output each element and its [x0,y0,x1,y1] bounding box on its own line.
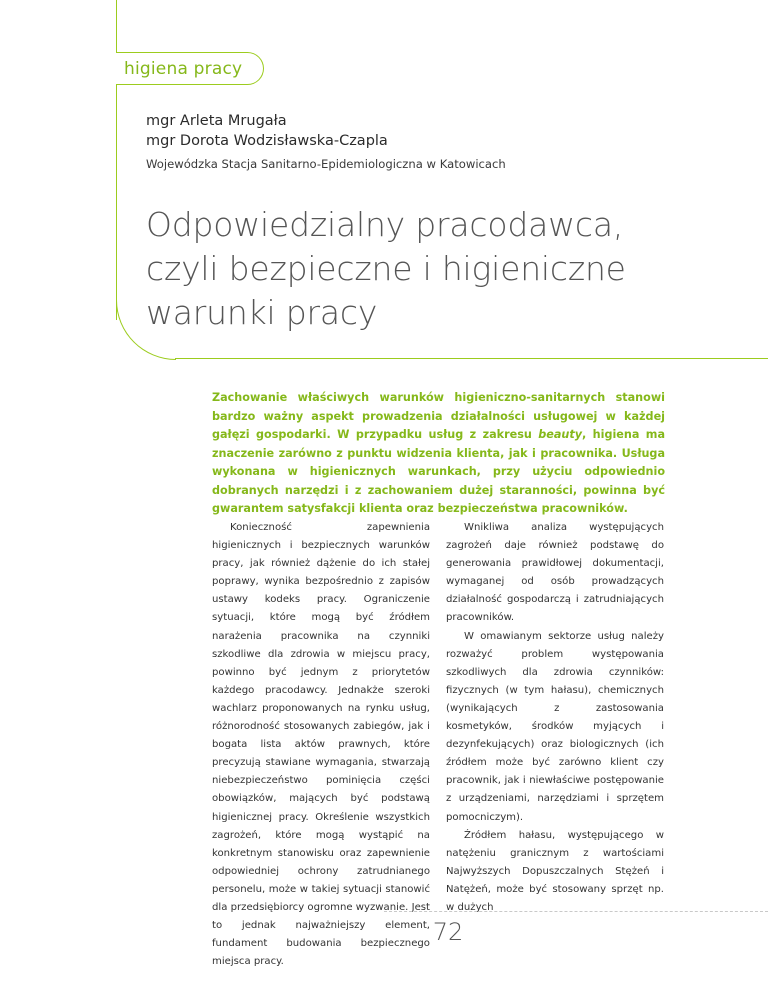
frame-line-vertical [116,0,117,320]
authors-block [146,111,666,171]
body-paragraph: W omawianym sektorze usług należy rozważyć problem występowania szkodliwych dla zdrowia czynników: fizycznych (w tym hałasu), chemicznych (wynikających z zastosowania kosmetyków, środków myjących i dezynfekujących) oraz biologicznych (ich źródłem może być zarówno klient czy pracownik, jak i niewłaściwe postępowanie z urządzeniami, narzędziami i sprzętem pomocniczym). [446,630,664,823]
body-paragraph: Wnikliwa analiza występujących zagrożeń daje również podstawę do generowania prawidłowej dokumentacji, wymaganej od osób prowadzących działalność gospodarczą i zatrudniających pracowników. [446,522,664,624]
body-column-left [212,519,430,971]
author-name: mgr Dorota Wodzisławska-Czapla [146,133,388,149]
body-paragraph: Konieczność zapewnienia higienicznych i bezpiecznych warunków pracy, jak również dążenie do ich stałej poprawy, wynika bezpośrednio z zapisów ustawy kodeks pracy. Ograniczenie sytuacji, które mogą być źródłem narażenia pracownika na czynniki szkodliwe dla zdrowia w miejscu pracy, powinno być jednym z priorytetów każdego pracodawcy. Jednakże szeroki wachlarz proponowanych na rynku usług, różnorodność stosowanych zabiegów, jak i bogata lista aktów prawnych, które precyzują stawiane wymagania, stwarzają niebezpieczeństwo pominięcia części obowiązków, mających być podstawą higienicznej pracy. Określenie wszystkich zagrożeń, które mogą wystąpić na konkretnym stanowisku oraz zapewnienie odpowiedniej ochrony zatrudnianego personelu, może w takiej sytuacji stanowić dla przedsiębiorcy ogromne wyzwanie. Jest to jednak najważniejszy element, fundament budowania bezpiecznego miejsca pracy. [212,522,430,968]
page-number: 72 [432,918,464,946]
title-line: czyli bezpieczne i higieniczne [146,249,626,288]
frame-line-horizontal [175,358,768,359]
footer-divider [384,911,768,912]
lead-text: Zachowanie właściwych warunków higieniczno-sanitarnych stanowi bardzo ważny aspekt prowadzenia działalności usługowej w każdej gałęzi gospodarki. W przypadku usług z zakresu [212,391,665,441]
article-lead [212,389,665,519]
lead-text: , higiena ma znaczenie zarówno z punktu widzenia klienta, jak i pracownika. Usługa wykonana w higienicznych warunkach, przy użyciu odpowiednio dobranych narzędzi i z zachowaniem dużej staranności, powinna być gwarantem satysfakcji klienta oraz bezpieczeństwa pracowników. [212,428,666,515]
section-tab [116,52,264,85]
section-label: higiena pracy [124,58,243,79]
author-name: mgr Arleta Mrugała [146,113,287,129]
title-line: warunki pracy [146,293,378,332]
body-column-right [446,519,664,917]
article-title [146,203,746,335]
lead-emphasis: beauty [538,428,582,441]
title-line: Odpowiedzialny pracodawca, [146,205,624,244]
author-affiliation: Wojewódzka Stacja Sanitarno-Epidemiologiczna w Katowicach [146,157,506,171]
body-paragraph: Źródłem hałasu, występującego w natężeniu granicznym z wartościami Najwyższych Dopuszczalnych Stężeń i Natężeń, może być stosowany sprzęt np. w dużych [446,829,664,913]
